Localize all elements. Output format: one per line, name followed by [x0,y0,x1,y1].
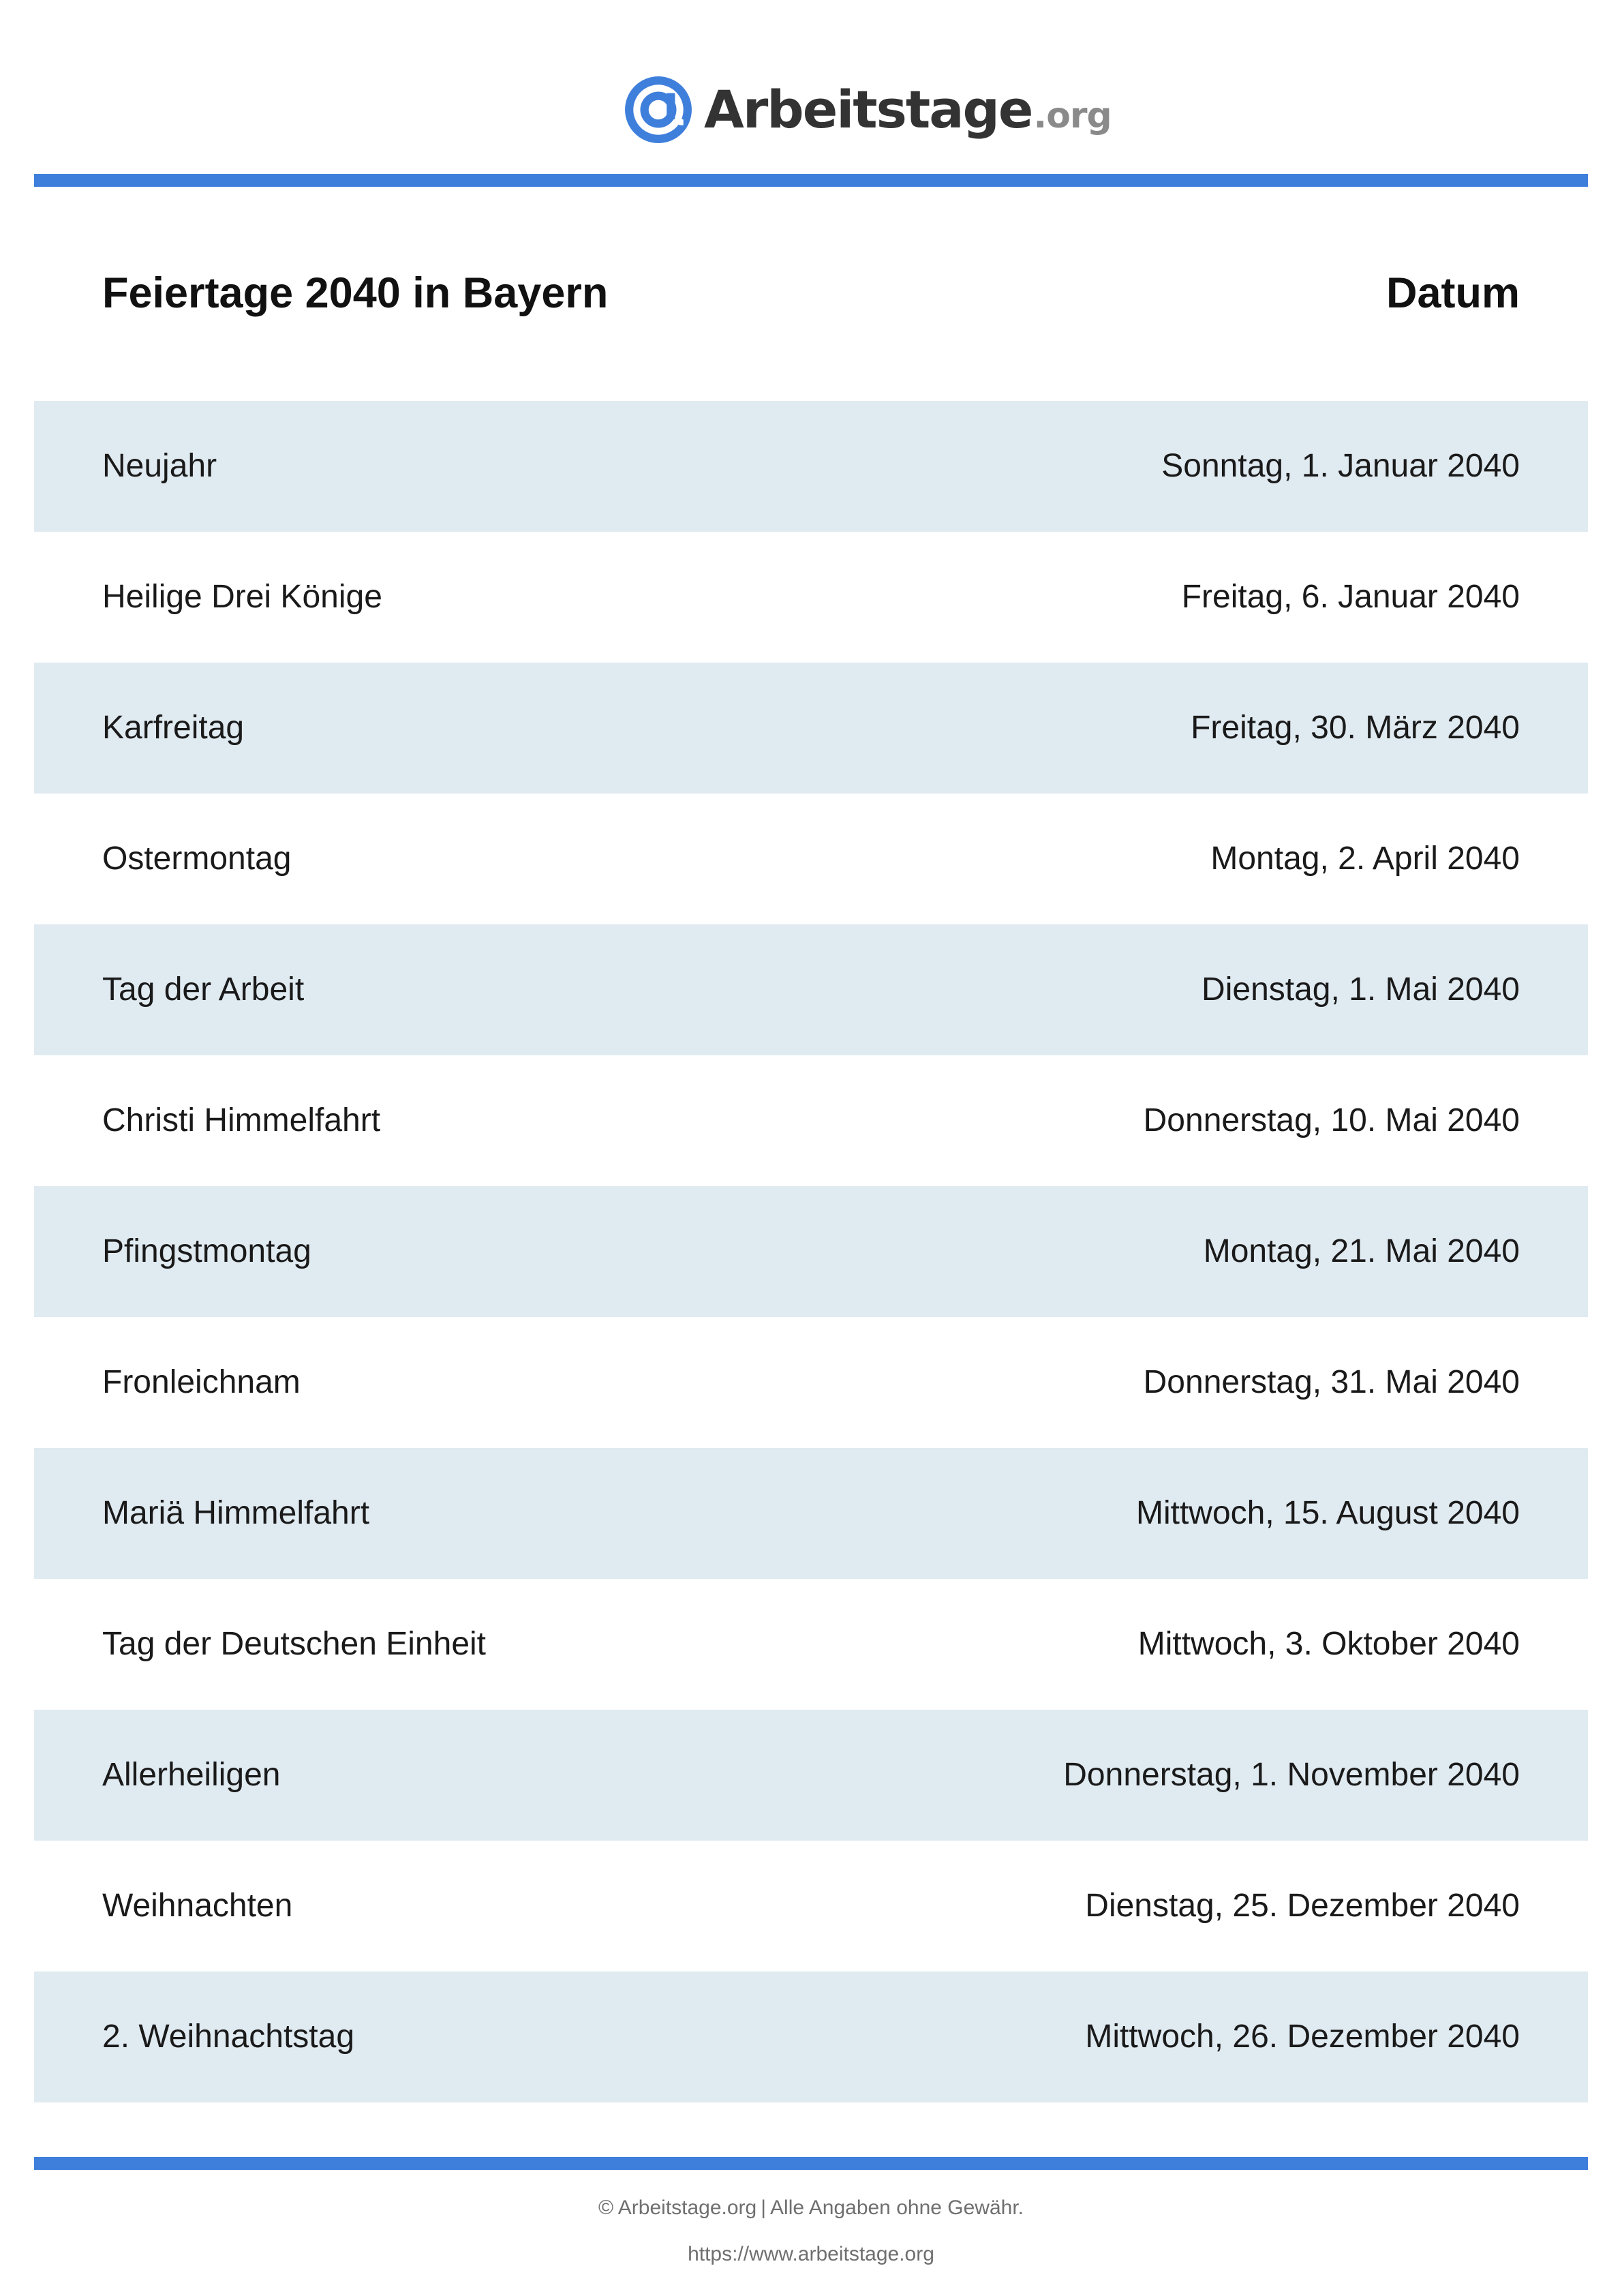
footer-copyright[interactable]: © Arbeitstage.org [598,2196,757,2219]
holiday-date: Mittwoch, 26. Dezember 2040 [1085,2019,1520,2055]
table-row [34,1579,1588,1710]
holiday-name: Mariä Himmelfahrt [102,1495,370,1531]
holiday-name: Pfingstmontag [102,1233,311,1269]
table-row [34,794,1588,924]
holiday-date: Sonntag, 1. Januar 2040 [1161,448,1520,484]
holiday-name: Weihnachten [102,1888,293,1924]
holiday-name: Christi Himmelfahrt [102,1102,381,1138]
top-divider [34,174,1588,187]
holiday-date: Montag, 2. April 2040 [1210,841,1520,877]
at-sign-logo-icon [624,75,693,145]
holiday-name: 2. Weihnachtstag [102,2019,355,2055]
holiday-table [34,401,1588,2102]
site-logo[interactable] [624,74,1112,146]
logo-main-text: Arbeitstage [704,79,1032,140]
footer-url-line [0,2243,1622,2266]
table-row [34,401,1588,532]
logo-tld-text: .org [1033,95,1112,136]
footer-separator: | [761,2196,767,2219]
logo-wordmark [704,79,1112,140]
table-header-row [34,225,1588,361]
table-row [34,1055,1588,1186]
holiday-name: Neujahr [102,448,217,484]
table-row [34,1972,1588,2102]
holiday-date: Donnerstag, 1. November 2040 [1063,1757,1520,1793]
footer-copyright-line [0,2196,1622,2220]
page-title: Feiertage 2040 in Bayern [102,269,609,317]
bottom-divider [34,2157,1588,2170]
table-row [34,1841,1588,1972]
holiday-name: Ostermontag [102,841,292,877]
holiday-name: Fronleichnam [102,1364,301,1400]
table-row [34,924,1588,1055]
table-row [34,663,1588,794]
footer-disclaimer: Alle Angaben ohne Gewähr. [770,2196,1024,2219]
holiday-date: Freitag, 6. Januar 2040 [1181,579,1520,615]
holiday-name: Heilige Drei Könige [102,579,382,615]
footer-url-link[interactable]: https://www.arbeitstage.org [688,2243,934,2265]
holiday-date: Dienstag, 25. Dezember 2040 [1085,1888,1520,1924]
table-row [34,532,1588,663]
holiday-name: Karfreitag [102,710,245,746]
page-header [0,0,1622,174]
holiday-date: Freitag, 30. März 2040 [1191,710,1520,746]
holiday-name: Allerheiligen [102,1757,281,1793]
table-row [34,1448,1588,1579]
holiday-date: Mittwoch, 15. August 2040 [1135,1495,1520,1531]
holiday-date: Donnerstag, 10. Mai 2040 [1143,1102,1520,1138]
table-row [34,1186,1588,1317]
table-row [34,1317,1588,1448]
holiday-name: Tag der Deutschen Einheit [102,1626,487,1662]
holiday-date: Donnerstag, 31. Mai 2040 [1143,1364,1520,1400]
holiday-name: Tag der Arbeit [102,971,305,1008]
date-column-header: Datum [1386,269,1520,317]
holiday-date: Dienstag, 1. Mai 2040 [1202,971,1520,1008]
table-row [34,1710,1588,1841]
holiday-date: Mittwoch, 3. Oktober 2040 [1137,1626,1520,1662]
holiday-date: Montag, 21. Mai 2040 [1203,1233,1520,1269]
